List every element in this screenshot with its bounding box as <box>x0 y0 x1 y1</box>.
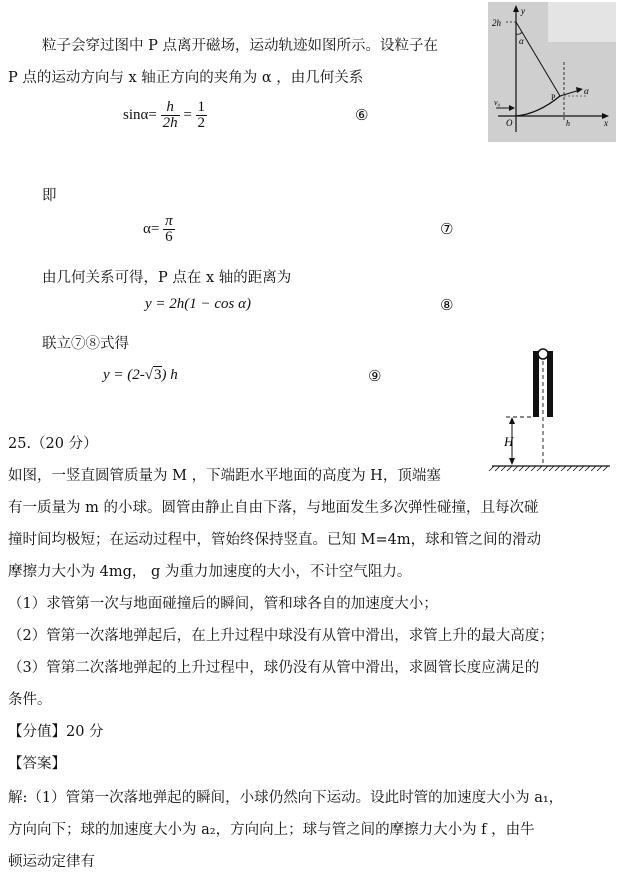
answer-label: 【答案】 <box>8 756 66 772</box>
q25-subquestion-3-line-2: 条件。 <box>8 692 52 708</box>
ball <box>538 349 548 359</box>
q25-stem-line-3: 撞时间均极短；在运动过程中，管始终保持竖直。已知 M=4m，球和管之间的滑动 <box>8 532 542 548</box>
equation-6 <box>123 100 207 131</box>
eq7-lhs: α= <box>143 220 160 237</box>
text-line-angle-def: P 点的运动方向与 x 轴正方向的夹角为 α ，由几何关系 <box>8 70 364 86</box>
q25-subquestion-1: （1）求管第一次与地面碰撞后的瞬间，管和球各自的加速度大小； <box>8 596 438 612</box>
equation-label-9: ⑨ <box>368 367 382 385</box>
eq7-fraction <box>163 214 175 245</box>
q25-stem-line-2: 有一质量为 m 的小球。圆管由静止自由下落，与地面发生多次弹性碰撞，且每次碰 <box>8 500 539 516</box>
label-alpha-p: α <box>584 86 589 96</box>
q25-subquestion-2: （2）管第一次落地弹起后，在上升过程中球没有从管中滑出，求管上升的最大高度； <box>8 628 554 644</box>
text-line-particle-exit: 粒子会穿过图中 P 点离开磁场，运动轨迹如图所示。设粒子在 <box>42 38 438 54</box>
trajectory-figure <box>488 2 616 142</box>
label-v0: v₀ <box>494 98 501 107</box>
equation-8: y = 2h(1 − cos α) <box>145 296 252 312</box>
eq9-root: 3 <box>154 367 162 383</box>
eq6-lhs: sinα= <box>123 106 157 123</box>
q25-stem-line-1: 如图，一竖直圆管质量为 M ，下端距水平地面的高度为 H，顶端塞 <box>8 468 441 484</box>
equation-label-6: ⑥ <box>355 106 369 124</box>
solution-line-2: 方向向下；球的加速度大小为 a₂，方向向上；球与管之间的摩擦力大小为 f ，由牛 <box>8 822 535 838</box>
q25-stem-line-4: 摩擦力大小为 4mg， g 为重力加速度的大小，不计空气阻力。 <box>8 564 412 580</box>
text-line-p-distance: 由几何关系可得，P 点在 x 轴的距离为 <box>42 270 292 286</box>
label-O: O <box>506 118 513 128</box>
tube-figure <box>486 345 614 477</box>
h-arrow-down-icon <box>509 458 515 465</box>
text-ji: 即 <box>42 188 57 204</box>
eq6-fraction-2 <box>196 100 208 131</box>
eq7-den: 6 <box>165 229 173 245</box>
tube-left-wall <box>533 351 539 417</box>
eq6-den1: 2h <box>162 115 178 131</box>
label-H: H <box>504 434 514 449</box>
equation-label-7: ⑦ <box>440 220 454 238</box>
eq6-num1: h <box>161 100 180 116</box>
eq6-den2: 2 <box>197 115 206 131</box>
question-25-title: 25.（20 分） <box>8 436 98 452</box>
score-label: 【分值】20 分 <box>8 724 104 740</box>
equation-9: y = (2-√3) h <box>103 367 178 383</box>
solution-line-3: 顿运动定律有 <box>8 854 95 870</box>
equation-7 <box>143 214 175 245</box>
label-2h: 2h <box>492 18 501 28</box>
label-x: x <box>604 118 608 128</box>
solution-line-1: 解:（1）管第一次落地弹起的瞬间，小球仍然向下运动。设此时管的加速度大小为 a₁， <box>8 790 564 806</box>
label-alpha-top: α <box>519 36 524 46</box>
q25-subquestion-3-line-1: （3）管第二次落地弹起的上升过程中，球仍没有从管中滑出，求圆管长度应满足的 <box>8 660 540 676</box>
text-line-combine: 联立⑦⑧式得 <box>42 336 129 352</box>
eq6-fraction-1 <box>161 100 180 131</box>
eq6-equals: = <box>183 106 192 123</box>
eq6-num2: 1 <box>197 99 206 115</box>
h-arrow-up-icon <box>509 417 515 424</box>
eq7-num: π <box>165 213 173 229</box>
label-P: P <box>551 93 556 102</box>
label-h: h <box>566 119 570 128</box>
label-y: y <box>521 6 525 16</box>
tube-right-wall <box>547 351 553 417</box>
eq9-pre: y = (2- <box>103 367 145 383</box>
eq9-post: ) h <box>161 367 178 383</box>
equation-label-8: ⑧ <box>440 296 454 314</box>
